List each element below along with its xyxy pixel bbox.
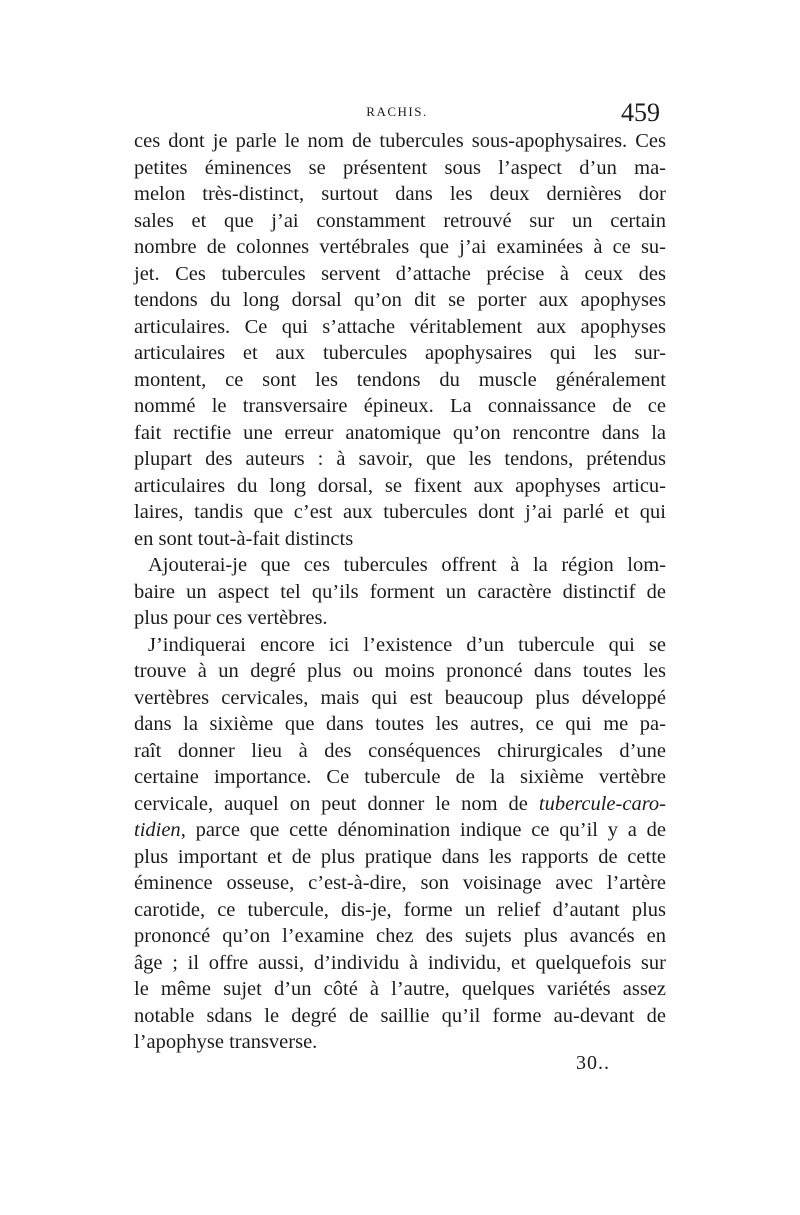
- text-line: l’apophyse transverse.: [134, 1031, 318, 1053]
- text-line: nommé le transversaire épineux. La connaissance de ce: [134, 395, 666, 417]
- paragraph-2: [134, 552, 666, 632]
- text-line: petites éminences se présentent sous l’aspect d’un ma-: [134, 156, 666, 179]
- text-line: baire un aspect tel qu’ils forment un caractère distinctif de: [134, 580, 666, 603]
- text-line: éminence osseuse, c’est-à-dire, son voisinage avec l’artère: [134, 872, 666, 894]
- text-line: notable sdans le degré de saillie qu’il forme au-devant de: [134, 1004, 666, 1027]
- text-line-with-italic: [134, 791, 666, 818]
- text-line: certaine importance. Ce tubercule de la sixième vertèbre: [134, 766, 666, 788]
- text-line: articulaires du long dorsal, se fixent aux apophyses articu-: [134, 474, 666, 497]
- text-line: articulaires et aux tubercules apophysaires qui les sur-: [134, 342, 666, 364]
- text-segment: cervicale, auquel on peut donner le nom de: [134, 792, 528, 815]
- page-number: 459: [621, 98, 660, 127]
- text-line: Ajouterai-je que ces tubercules offrent à la région lom-: [148, 554, 666, 576]
- text-line: laires, tandis que c’est aux tubercules dont j’ai parlé et qui: [134, 501, 666, 523]
- running-head: RACHIS.: [366, 104, 428, 119]
- text-line: âge ; il offre aussi, d’individu à individu, et quelquefois sur: [134, 951, 666, 974]
- text-line: ces dont je parle le nom de tubercules sous-apophysaires. Ces: [134, 130, 666, 152]
- text-line: vertèbres cervicales, mais qui est beaucoup plus développé: [134, 686, 666, 709]
- text-line: articulaires. Ce qui s’attache véritablement aux apophyses: [134, 315, 666, 338]
- text-line: plupart des auteurs : à savoir, que les tendons, prétendus: [134, 448, 666, 470]
- italic-term: tubercule-caro-: [538, 792, 666, 815]
- text-line: montent, ce sont les tendons du muscle généralement: [134, 368, 666, 391]
- text-line: trouve à un degré plus ou moins prononcé dans toutes les: [134, 660, 666, 682]
- text-line: jet. Ces tubercules servent d’attache précise à ceux des: [134, 262, 666, 285]
- text-line: le même sujet d’un côté à l’autre, quelques variétés assez: [134, 978, 666, 1000]
- text-line: tendons du long dorsal qu’on dit se porter aux apophyses: [134, 289, 666, 311]
- text-line: melon très-distinct, surtout dans les deux dernières dor: [134, 183, 666, 205]
- text-line: plus important et de plus pratique dans les rapports de cette: [134, 845, 666, 868]
- signature-mark: 30..: [576, 1052, 610, 1074]
- page-header: [134, 98, 660, 128]
- text-line: en sont tout-à-fait distincts: [134, 527, 354, 550]
- text-line: raît donner lieu à des conséquences chirurgicales d’une: [134, 739, 666, 762]
- paragraph-1: [134, 128, 666, 552]
- text-line: plus pour ces vertèbres.: [134, 607, 328, 629]
- body-text: [134, 128, 666, 1056]
- text-segment: , parce que cette dénomination indique ce qu’il y a de: [180, 819, 666, 841]
- text-line: J’indiquerai encore ici l’existence d’un tubercule qui se: [148, 633, 666, 656]
- text-line: sales et que j’ai constamment retrouvé sur un certain: [134, 209, 666, 232]
- text-line: fait rectifie une erreur anatomique qu’on rencontre dans la: [134, 421, 666, 444]
- italic-term: tidien: [134, 819, 181, 841]
- text-line: prononcé qu’on l’examine chez des sujets plus avancés en: [134, 925, 666, 947]
- paragraph-3: [134, 632, 666, 1056]
- text-line: dans la sixième que dans toutes les autres, ce qui me pa-: [134, 713, 666, 735]
- text-line: carotide, ce tubercule, dis-je, forme un relief d’autant plus: [134, 898, 666, 921]
- text-line-with-italic: [134, 817, 666, 844]
- text-line: nombre de colonnes vertébrales que j’ai examinées à ce su-: [134, 236, 666, 258]
